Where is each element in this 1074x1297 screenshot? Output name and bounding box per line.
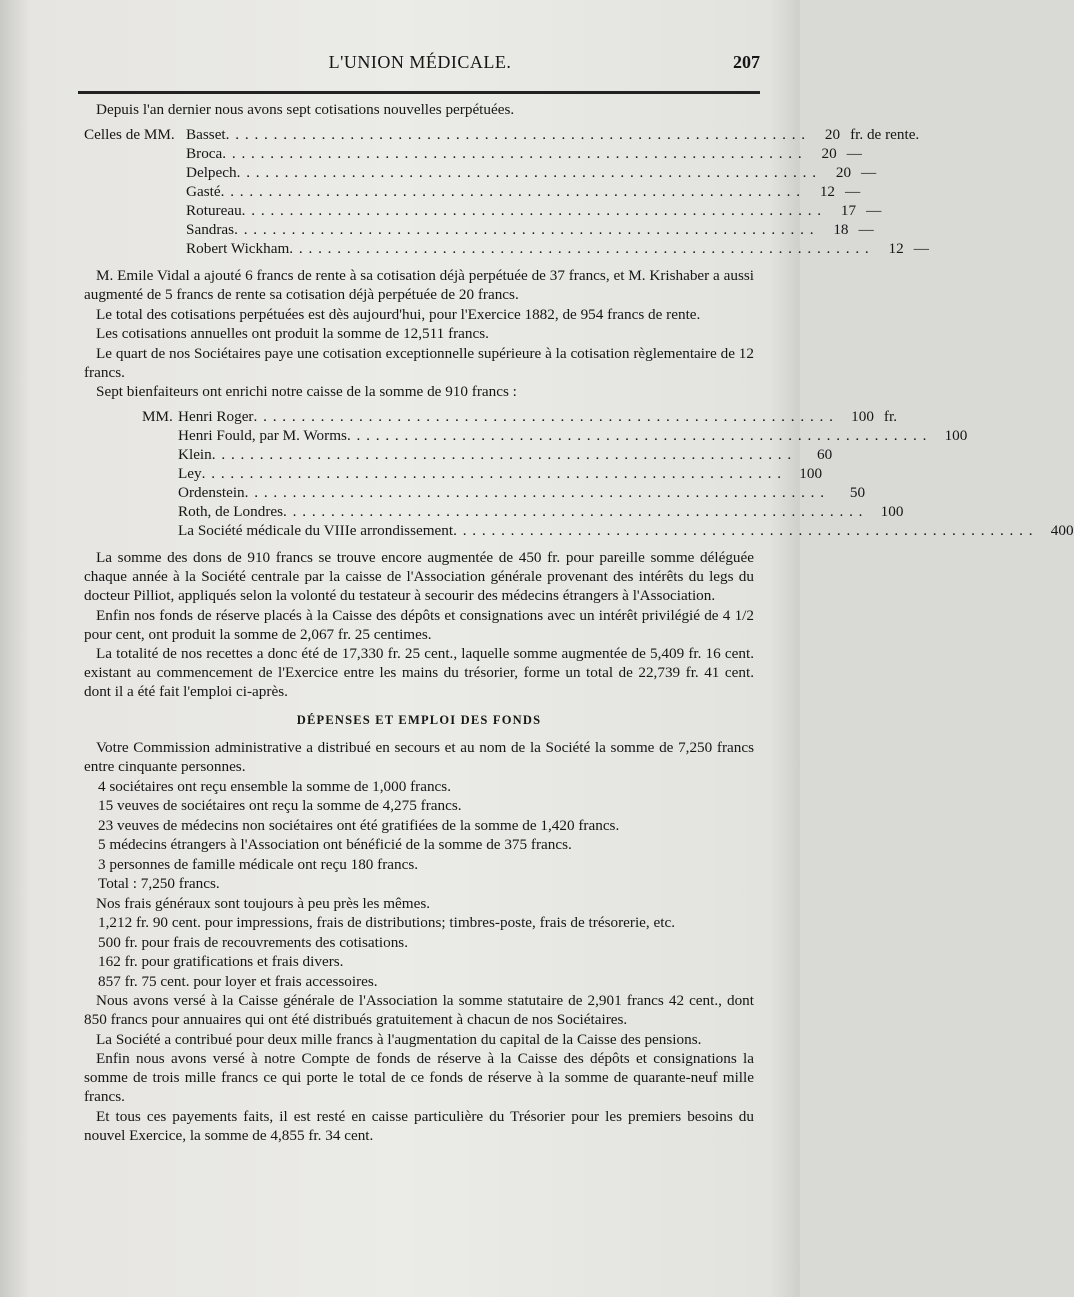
- list-amount: 400: [1050, 522, 1074, 539]
- list-row: [84, 239, 929, 258]
- paragraph: Enfin nous avons versé à notre Compte de fonds de réserve à la Caisse des dépôts et consignations la somme de trois mille francs ce qui porte le total de ce fonds de réserve à la somme de quarante-neuf mille francs.: [84, 1050, 754, 1105]
- list-row: [142, 445, 833, 464]
- list-name: Henri Roger: [178, 408, 254, 425]
- cotisations-list: [84, 125, 929, 258]
- list-lead: MM.: [142, 408, 173, 425]
- list-name: Ordenstein: [178, 484, 245, 501]
- list-amount: 100: [851, 408, 874, 425]
- list-row: [142, 483, 866, 502]
- leader-dots: . . . . . . . . . . . . . . . . . . . . . . . . . . . . . . . . . . . . . . . . . . . . . . . . . . . . . . . . . . . . .: [225, 126, 807, 143]
- list-amount: 100: [944, 427, 968, 444]
- leader-dots: . . . . . . . . . . . . . . . . . . . . . . . . . . . . . . . . . . . . . . . . . . . . . . . . . . . . . . . . . . . . .: [253, 408, 834, 425]
- list-name: Klein: [178, 446, 212, 463]
- paragraph: Et tous ces payements faits, il est resté en caisse particulière du Trésorier pour les premiers besoins du nouvel Exercice, la somme de 4,855 fr. 34 cent.: [84, 1107, 754, 1144]
- list-amount: 20: [821, 145, 837, 162]
- list-name: Rotureau: [186, 202, 242, 219]
- paragraph: La Société a contribué pour deux mille francs à l'augmentation du capital de la Caisse des pensions.: [96, 1030, 702, 1048]
- frais-item: 857 fr. 75 cent. pour loyer et frais accessoires.: [98, 972, 378, 990]
- list-row: [84, 182, 861, 201]
- running-head: [80, 50, 760, 80]
- paragraph: Sept bienfaiteurs ont enrichi notre caisse de la somme de 910 francs :: [96, 383, 517, 400]
- list-unit: —: [861, 164, 877, 181]
- list-amount: 100: [880, 503, 904, 520]
- list-row: [142, 464, 823, 483]
- secours-list: [84, 777, 754, 894]
- list-name: Gasté: [186, 183, 221, 200]
- list-row: [142, 407, 897, 426]
- journal-title: L'UNION MÉDICALE.: [328, 52, 512, 72]
- list-row: [84, 125, 920, 144]
- list-name: Broca: [186, 145, 223, 162]
- leader-dots: . . . . . . . . . . . . . . . . . . . . . . . . . . . . . . . . . . . . . . . . . . . . . . . . . . . . . . . . . . . . .: [236, 164, 818, 181]
- paragraph: Les cotisations annuelles ont produit la somme de 12,511 francs.: [96, 325, 489, 342]
- list-name: Roth, de Londres: [178, 503, 284, 520]
- list-amount: 20: [824, 126, 841, 143]
- list-unit: —: [845, 183, 861, 200]
- leader-dots: . . . . . . . . . . . . . . . . . . . . . . . . . . . . . . . . . . . . . . . . . . . . . . . . . . . . . . . . . . . . .: [241, 202, 823, 219]
- list-amount: 17: [840, 202, 857, 219]
- secours-item: 23 veuves de médecins non sociétaires ont été gratifiées de la somme de 1,420 francs.: [98, 816, 620, 834]
- intro-paragraph: Depuis l'an dernier nous avons sept cotisations nouvelles perpétuées.: [96, 101, 515, 118]
- secours-item: 5 médecins étrangers à l'Association ont bénéficié de la somme de 375 francs.: [98, 836, 572, 853]
- header-rule: [78, 91, 760, 94]
- paragraph: La totalité de nos recettes a donc été de 17,330 fr. 25 cent., laquelle somme augmentée de 5,409 fr. 16 cent. existant au commencement de l'Exercice entre les mains du trésorier, forme un total de 22,739 fr. 41 cent. dont il a été fait l'emploi ci-après.: [84, 645, 754, 700]
- secours-item: 15 veuves de sociétaires ont reçu la somme de 4,275 francs.: [98, 797, 462, 814]
- list-row: [84, 144, 862, 163]
- list-unit: —: [866, 202, 882, 219]
- list-name: Sandras: [186, 221, 235, 238]
- list-amount: 60: [816, 446, 833, 463]
- list-amount: 20: [835, 164, 852, 181]
- frais-item: 1,212 fr. 90 cent. pour impressions, frais de distributions; timbres-poste, frais de trésorerie, etc.: [98, 914, 675, 931]
- list-row: [142, 426, 968, 445]
- paragraph: Le quart de nos Sociétaires paye une cotisation exceptionnelle supérieure à la cotisation règlementaire de 12 francs.: [84, 344, 754, 381]
- list-row: [142, 502, 904, 521]
- leader-dots: . . . . . . . . . . . . . . . . . . . . . . . . . . . . . . . . . . . . . . . . . . . . . . . . . . . . . . . . . . . . .: [220, 183, 802, 200]
- list-amount: 12: [888, 240, 904, 257]
- leader-dots: . . . . . . . . . . . . . . . . . . . . . . . . . . . . . . . . . . . . . . . . . . . . . . . . . . . . . . . . . . . . .: [289, 240, 870, 257]
- frais-list: [84, 913, 754, 991]
- list-name: La Société médicale du VIIIe arrondissement: [178, 522, 454, 539]
- paragraphs-group-a: [84, 266, 754, 401]
- paragraph: Le total des cotisations perpétuées est dès aujourd'hui, pour l'Exercice 1882, de 954 francs de rente.: [96, 305, 701, 323]
- list-amount: 50: [849, 484, 866, 501]
- list-row: [84, 201, 882, 220]
- secours-item: 3 personnes de famille médicale ont reçu 180 francs.: [98, 855, 419, 873]
- frais-intro: Nos frais généraux sont toujours à peu près les mêmes.: [96, 894, 431, 912]
- leader-dots: . . . . . . . . . . . . . . . . . . . . . . . . . . . . . . . . . . . . . . . . . . . . . . . . . . . . . . . . . . . . .: [346, 427, 928, 444]
- bienfaiteurs-list: [142, 407, 1074, 540]
- paragraphs-group-b: [84, 548, 754, 701]
- list-unit: —: [846, 145, 862, 162]
- depenses-intro: Votre Commission administrative a distribué en secours et au nom de la Société la somme de 7,250 francs entre cinquante personnes.: [84, 739, 754, 775]
- paragraph: Nous avons versé à la Caisse générale de l'Association la somme statutaire de 2,901 francs 42 cent., dont 850 francs pour annuaires qui ont été distribués gratuitement à chacun de nos Sociétaires.: [84, 992, 754, 1028]
- list-row: [84, 220, 874, 239]
- paragraph: M. Emile Vidal a ajouté 6 francs de rente à sa cotisation déjà perpétuée de 37 francs, et M. Krishaber a aussi augmenté de 5 francs de rente sa cotisation déjà perpétuée de 20 francs.: [84, 267, 754, 303]
- paragraph: La somme des dons de 910 francs se trouve encore augmentée de 450 fr. pour pareille somme déléguée chaque année à la Société centrale par la caisse de l'Association générale provenant des intérêts du legs du docteur Pilliot, appliqués selon la volonté du testateur à secourir des médecins étrangers à l'Association.: [84, 549, 754, 604]
- list-lead: Celles de MM.: [84, 126, 175, 143]
- article-body: [84, 100, 1074, 1145]
- leader-dots: . . . . . . . . . . . . . . . . . . . . . . . . . . . . . . . . . . . . . . . . . . . . . . . . . . . . . . . . . . . . .: [283, 503, 864, 520]
- list-amount: 18: [833, 221, 849, 238]
- list-unit: fr.: [883, 408, 897, 425]
- frais-item: 500 fr. pour frais de recouvrements des cotisations.: [98, 933, 408, 951]
- paragraph: Enfin nos fonds de réserve placés à la Caisse des dépôts et consignations avec un intérêt privilégié de 4 1/2 pour cent, ont produit la somme de 2,067 fr. 25 centimes.: [84, 606, 754, 643]
- secours-item: Total : 7,250 francs.: [98, 875, 220, 892]
- leader-dots: . . . . . . . . . . . . . . . . . . . . . . . . . . . . . . . . . . . . . . . . . . . . . . . . . . . . . . . . . . . . .: [234, 221, 815, 238]
- list-unit: —: [858, 221, 874, 238]
- list-unit: fr. de rente.: [850, 126, 920, 143]
- list-row: [142, 521, 1074, 540]
- section-title: DÉPENSES ET EMPLOI DES FONDS: [296, 713, 542, 727]
- leader-dots: . . . . . . . . . . . . . . . . . . . . . . . . . . . . . . . . . . . . . . . . . . . . . . . . . . . . . . . . . . . . .: [201, 465, 783, 482]
- leader-dots: . . . . . . . . . . . . . . . . . . . . . . . . . . . . . . . . . . . . . . . . . . . . . . . . . . . . . . . . . . . . .: [211, 446, 793, 463]
- frais-item: 162 fr. pour gratifications et frais divers.: [98, 953, 344, 970]
- list-name: Basset: [186, 126, 226, 143]
- list-amount: 100: [799, 465, 823, 482]
- leader-dots: . . . . . . . . . . . . . . . . . . . . . . . . . . . . . . . . . . . . . . . . . . . . . . . . . . . . . . . . . . . . .: [244, 484, 826, 501]
- list-name: Henri Fould, par M. Worms: [178, 427, 347, 444]
- list-name: Robert Wickham: [186, 240, 290, 257]
- list-name: Delpech: [186, 164, 237, 181]
- list-unit: —: [913, 240, 929, 257]
- page-number: 207: [733, 52, 760, 72]
- list-name: Ley: [178, 465, 202, 482]
- leader-dots: . . . . . . . . . . . . . . . . . . . . . . . . . . . . . . . . . . . . . . . . . . . . . . . . . . . . . . . . . . . . .: [222, 145, 803, 162]
- secours-item: 4 sociétaires ont reçu ensemble la somme de 1,000 francs.: [98, 777, 451, 795]
- list-amount: 12: [819, 183, 836, 200]
- paragraphs-group-c: [84, 991, 754, 1145]
- leader-dots: . . . . . . . . . . . . . . . . . . . . . . . . . . . . . . . . . . . . . . . . . . . . . . . . . . . . . . . . . . . . .: [453, 522, 1034, 539]
- list-row: [84, 163, 877, 182]
